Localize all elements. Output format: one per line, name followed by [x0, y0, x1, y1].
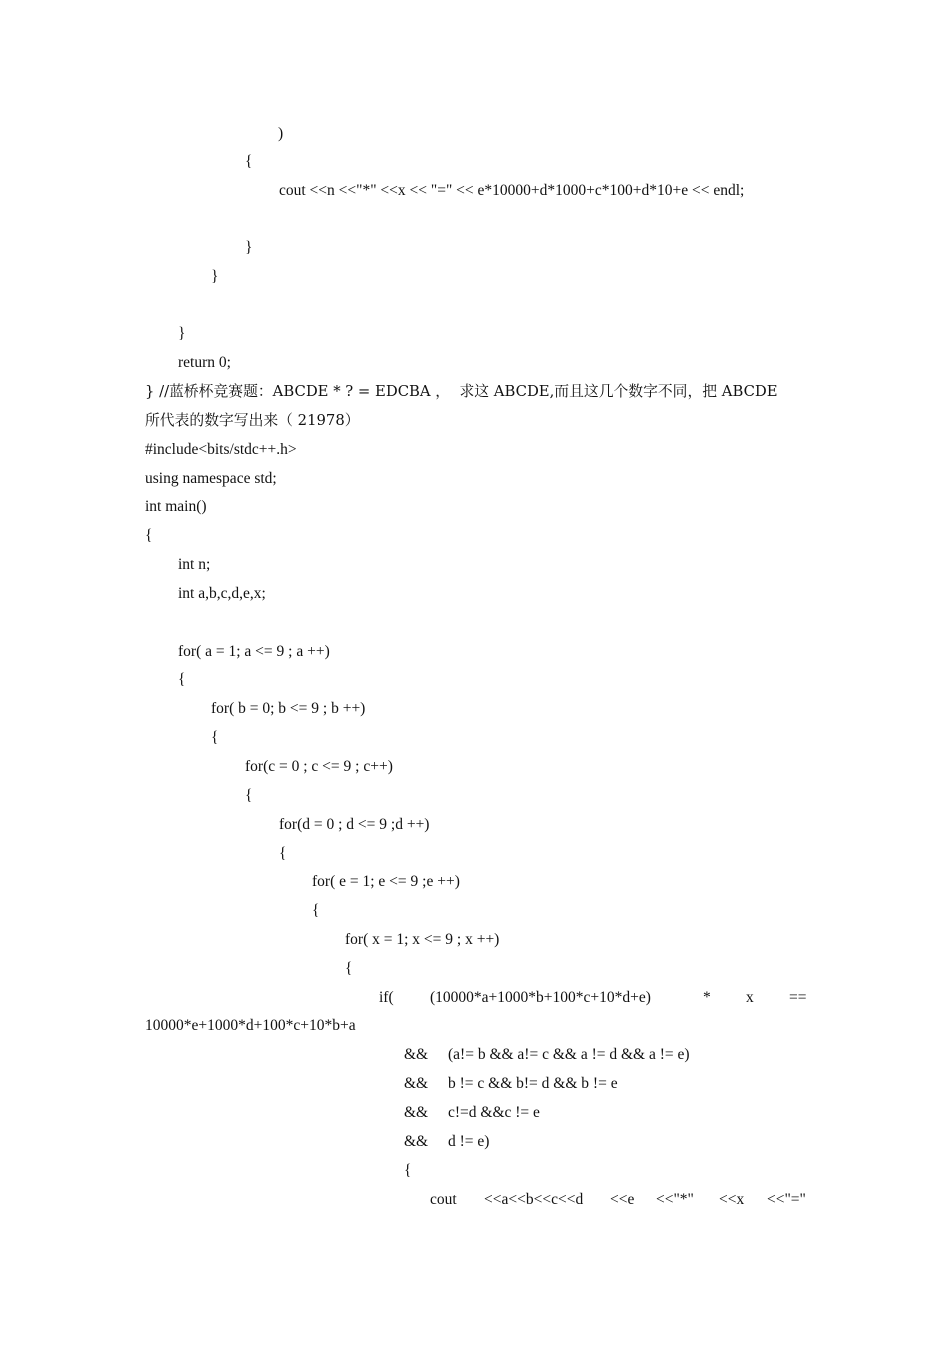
code-line: int main() [145, 498, 207, 515]
code-line: using namespace std; [145, 470, 277, 487]
code-line: 10000*e+1000*d+100*c+10*b+a [145, 1017, 356, 1034]
code-token: d != e) [448, 1133, 490, 1150]
code-line: cout <<n <<"*" <<x << "=" << e*10000+d*1000+c*100+d*10+e << endl; [279, 182, 745, 199]
code-line: { [145, 527, 153, 544]
code-line: for( b = 0; b <= 9 ; b ++) [211, 700, 366, 717]
code-token: c!=d &&c != e [448, 1104, 540, 1121]
code-line: { [404, 1162, 412, 1179]
comment-line: } //蓝桥杯竞赛题：ABCDE * ? = EDCBA ， 求这 ABCDE,而且这几个数字不同，把 ABCDE [145, 383, 778, 400]
code-token: && [404, 1104, 429, 1121]
code-token: (10000*a+1000*b+100*c+10*d+e) [430, 989, 651, 1006]
code-line: } [245, 239, 253, 256]
code-line: { [178, 671, 186, 688]
code-token: <<x [719, 1191, 745, 1208]
code-token: * [703, 989, 711, 1006]
code-token: == [789, 989, 807, 1006]
code-line: { [312, 902, 320, 919]
comment-line: 所代表的数字写出来（ 21978） [145, 412, 360, 429]
code-token: <<e [610, 1191, 635, 1208]
code-line: for(d = 0 ; d <= 9 ;d ++) [279, 816, 430, 833]
code-line: { [279, 845, 287, 862]
code-token: && [404, 1133, 429, 1150]
code-line: for(c = 0 ; c <= 9 ; c++) [245, 758, 393, 775]
code-token: if( [379, 989, 394, 1006]
code-line: { [211, 729, 219, 746]
code-token: && [404, 1046, 429, 1063]
code-line: return 0; [178, 354, 231, 371]
code-line: ) [278, 125, 284, 142]
code-line: { [245, 153, 253, 170]
code-token: cout [430, 1191, 457, 1208]
code-token: <<"*" [656, 1191, 694, 1208]
code-token: <<"=" [767, 1191, 806, 1208]
code-line: for( x = 1; x <= 9 ; x ++) [345, 931, 500, 948]
code-token: (a!= b && a!= c && a != d && a != e) [448, 1046, 690, 1063]
code-line: { [245, 787, 253, 804]
code-line: int n; [178, 556, 211, 573]
code-token: <<a<<b<<c<<d [484, 1191, 584, 1208]
code-line: { [345, 960, 353, 977]
code-line: } [178, 325, 186, 342]
code-line: for( a = 1; a <= 9 ; a ++) [178, 643, 330, 660]
code-line: #include<bits/stdc++.h> [145, 441, 297, 458]
code-line: for( e = 1; e <= 9 ;e ++) [312, 873, 460, 890]
code-line: } [211, 268, 219, 285]
code-token: b != c && b!= d && b != e [448, 1075, 618, 1092]
code-token: x [746, 989, 754, 1006]
code-line: int a,b,c,d,e,x; [178, 585, 266, 602]
code-token: && [404, 1075, 429, 1092]
